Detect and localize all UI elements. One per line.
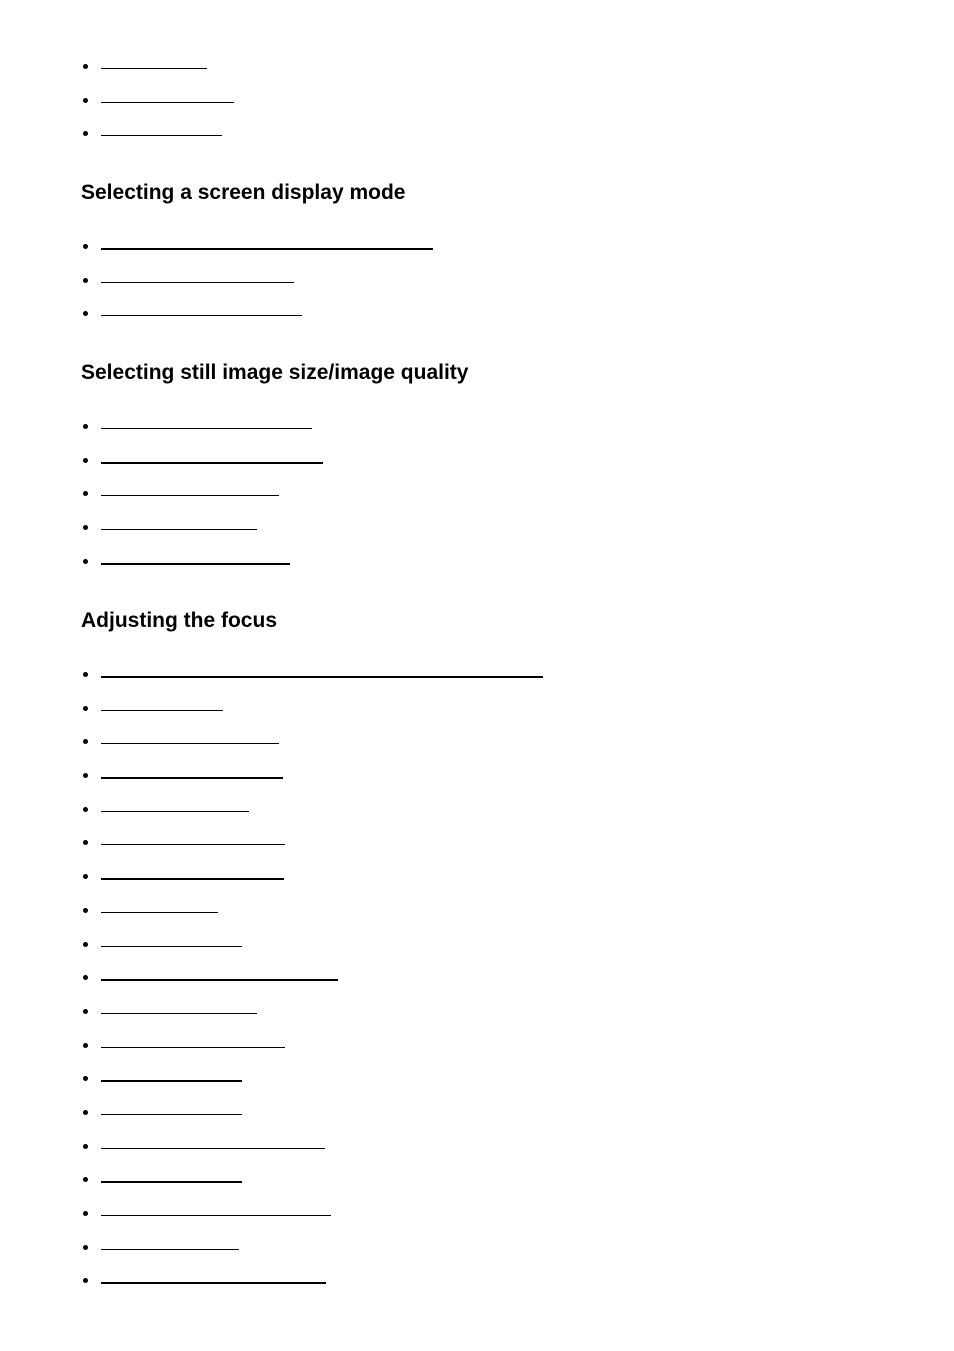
bullet-icon bbox=[83, 424, 88, 429]
link-underline[interactable] bbox=[101, 1013, 257, 1014]
link-underline[interactable] bbox=[101, 878, 284, 880]
link-underline[interactable] bbox=[101, 1114, 242, 1115]
link-underline[interactable] bbox=[101, 1080, 242, 1082]
bullet-icon bbox=[83, 773, 88, 778]
bullet-icon bbox=[83, 64, 88, 69]
link-underline[interactable] bbox=[101, 529, 257, 530]
bullet-icon bbox=[83, 1009, 88, 1014]
link-underline[interactable] bbox=[101, 946, 242, 947]
bullet-icon bbox=[83, 1043, 88, 1048]
link-underline[interactable] bbox=[101, 979, 338, 981]
section-heading-image-size-quality: Selecting still image size/image quality bbox=[81, 361, 469, 384]
bullet-icon bbox=[83, 1076, 88, 1081]
link-underline[interactable] bbox=[101, 315, 302, 316]
link-underline[interactable] bbox=[101, 563, 290, 565]
link-underline[interactable] bbox=[101, 811, 249, 812]
bullet-icon bbox=[83, 491, 88, 496]
link-underline[interactable] bbox=[101, 1215, 331, 1216]
bullet-icon bbox=[83, 131, 88, 136]
bullet-icon bbox=[83, 975, 88, 980]
section-heading-adjusting-focus: Adjusting the focus bbox=[81, 609, 277, 632]
bullet-icon bbox=[83, 807, 88, 812]
bullet-icon bbox=[83, 1245, 88, 1250]
link-underline[interactable] bbox=[101, 1047, 285, 1048]
link-underline[interactable] bbox=[101, 282, 294, 283]
section-heading-screen-display-mode: Selecting a screen display mode bbox=[81, 181, 406, 204]
bullet-icon bbox=[83, 672, 88, 677]
bullet-icon bbox=[83, 1110, 88, 1115]
bullet-icon bbox=[83, 739, 88, 744]
bullet-icon bbox=[83, 525, 88, 530]
bullet-icon bbox=[83, 1278, 88, 1283]
bullet-icon bbox=[83, 1177, 88, 1182]
link-underline[interactable] bbox=[101, 428, 312, 429]
link-underline[interactable] bbox=[101, 135, 222, 136]
bullet-icon bbox=[83, 311, 88, 316]
link-underline[interactable] bbox=[101, 1181, 242, 1183]
link-underline[interactable] bbox=[101, 1249, 239, 1250]
link-underline[interactable] bbox=[101, 1148, 325, 1149]
bullet-icon bbox=[83, 908, 88, 913]
link-underline[interactable] bbox=[101, 844, 285, 845]
link-underline[interactable] bbox=[101, 743, 279, 744]
bullet-icon bbox=[83, 706, 88, 711]
bullet-icon bbox=[83, 98, 88, 103]
bullet-icon bbox=[83, 942, 88, 947]
bullet-icon bbox=[83, 278, 88, 283]
link-underline[interactable] bbox=[101, 248, 433, 250]
link-underline[interactable] bbox=[101, 102, 234, 103]
bullet-icon bbox=[83, 840, 88, 845]
bullet-icon bbox=[83, 1144, 88, 1149]
bullet-icon bbox=[83, 559, 88, 564]
link-underline[interactable] bbox=[101, 676, 543, 678]
bullet-icon bbox=[83, 458, 88, 463]
link-underline[interactable] bbox=[101, 777, 283, 779]
link-underline[interactable] bbox=[101, 710, 223, 711]
link-underline[interactable] bbox=[101, 462, 323, 464]
link-underline[interactable] bbox=[101, 912, 218, 913]
bullet-icon bbox=[83, 1211, 88, 1216]
link-underline[interactable] bbox=[101, 495, 279, 496]
link-underline[interactable] bbox=[101, 68, 207, 69]
bullet-icon bbox=[83, 874, 88, 879]
bullet-icon bbox=[83, 244, 88, 249]
link-underline[interactable] bbox=[101, 1282, 326, 1284]
